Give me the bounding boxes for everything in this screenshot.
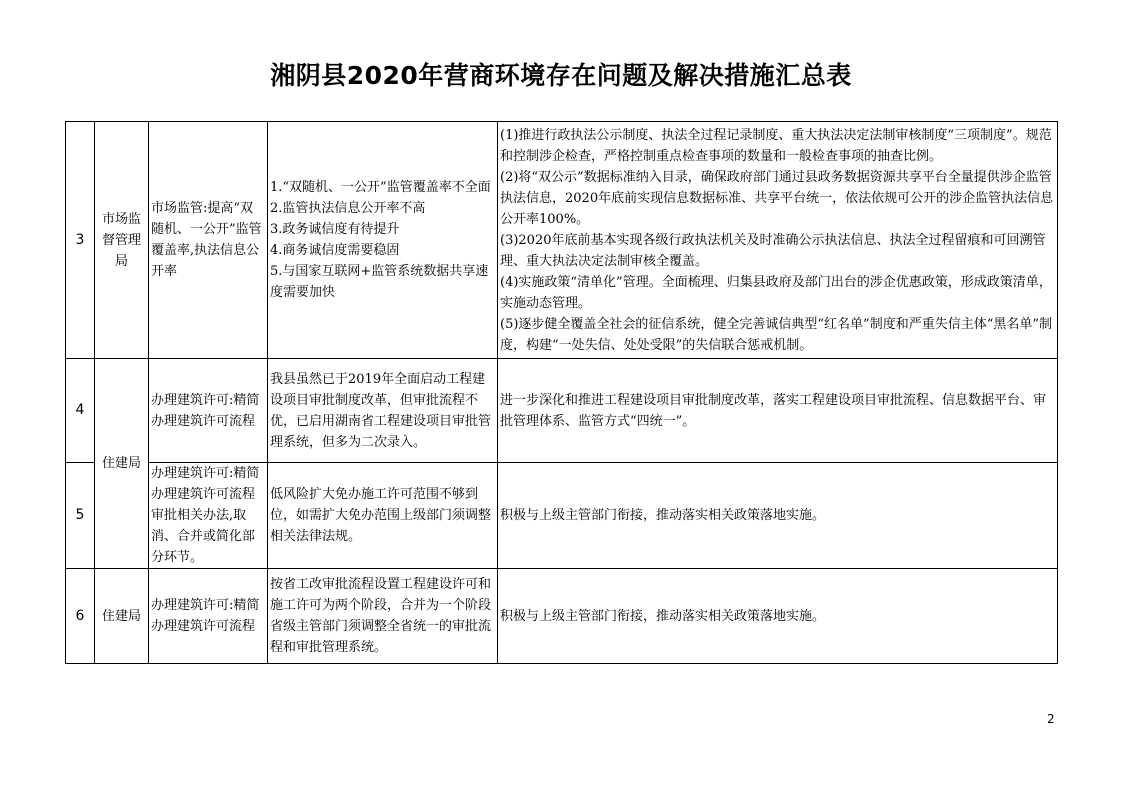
measure-line: (5)逐步健全覆盖全社会的征信系统，健全完善诚信典型“红名单”制度和严重失信主体“黑名单”制度，构建“一处失信、处处受限”的失信联合惩戒机制。 [500,316,1052,353]
measure-line: (2)将“双公示”数据标准纳入目录，确保政府部门通过县政务数据资源共享平台全量提供涉企监管执法信息，2020年底前实现信息数据标准、共享平台统一，依法依规可公开的涉企监管执法信息公开率100%。 [500,169,1054,227]
department-cell: 住建局 [95,359,149,569]
row-number: 6 [66,569,95,664]
table-row [66,569,1058,664]
measure-line: (3)2020年底前基本实现各级行政执法机关及时准确公示执法信息、执法全过程留痕和可回溯管理、重大执法决定法制审核全覆盖。 [500,232,1046,269]
table-row [66,463,1058,569]
problems-cell: 按省工改审批流程设置工程建设许可和施工许可为两个阶段，合并为一个阶段省级主管部门须调整全省统一的审批流程和审批管理系统。 [268,569,498,664]
problem-line: 1.“双随机、一公开”监管覆盖率不全面 [270,180,491,195]
problems-cell: 低风险扩大免办施工许可范围不够到位，如需扩大免办范围上级部门须调整相关法律法规。 [268,463,498,569]
item-cell: 办理建筑许可:精简办理建筑许可流程 [149,569,268,664]
table-row [66,122,1058,359]
table-row [66,359,1058,463]
measures-cell: 积极与上级主管部门衔接，推动落实相关政策落地实施。 [498,569,1058,664]
row-number: 3 [66,122,95,359]
problem-line: 2.监管执法信息公开率不高 [270,201,426,216]
measure-line: (1)推进行政执法公示制度、执法全过程记录制度、重大执法决定法制审核制度“三项制度”。规范和控制涉企检查，严格控制重点检查事项的数量和一般检查事项的抽查比例。 [500,127,1052,164]
row-number: 4 [66,359,95,463]
item-cell: 办理建筑许可:精简办理建筑许可流程审批相关办法,取消、合并或简化部分环节。 [149,463,268,569]
measure-line: (4)实施政策“清单化”管理。全面梳理、归集县政府及部门出台的涉企优惠政策，形成政策清单，实施动态管理。 [500,274,1052,311]
measures-cell: 进一步深化和推进工程建设项目审批制度改革，落实工程建设项目审批流程、信息数据平台、审批管理体系、监管方式“四统一”。 [498,359,1058,463]
problems-cell: 我县虽然已于2019年全面启动工程建设项目审批制度改革，但审批流程不优，已启用湖南省工程建设项目审批管理系统，但多为二次录入。 [268,359,498,463]
page-number: 2 [1047,712,1055,726]
item-cell: 市场监管:提高“双随机、一公开”监管覆盖率,执法信息公开率 [149,122,268,359]
page-title: 湘阴县2020年营商环境存在问题及解决措施汇总表 [270,61,852,90]
problems-cell [268,122,498,359]
measures-cell [498,122,1058,359]
problem-line: 3.政务诚信度有待提升 [270,222,400,237]
measures-cell: 积极与上级主管部门衔接，推动落实相关政策落地实施。 [498,463,1058,569]
department-cell: 市场监督管理局 [95,122,149,359]
problems-table [65,121,1058,664]
item-cell: 办理建筑许可:精简办理建筑许可流程 [149,359,268,463]
problem-line: 5.与国家互联网+监管系统数据共享速度需要加快 [270,264,489,300]
department-cell: 住建局 [95,569,149,664]
problem-line: 4.商务诚信度需要稳固 [270,243,400,258]
row-number: 5 [66,463,95,569]
